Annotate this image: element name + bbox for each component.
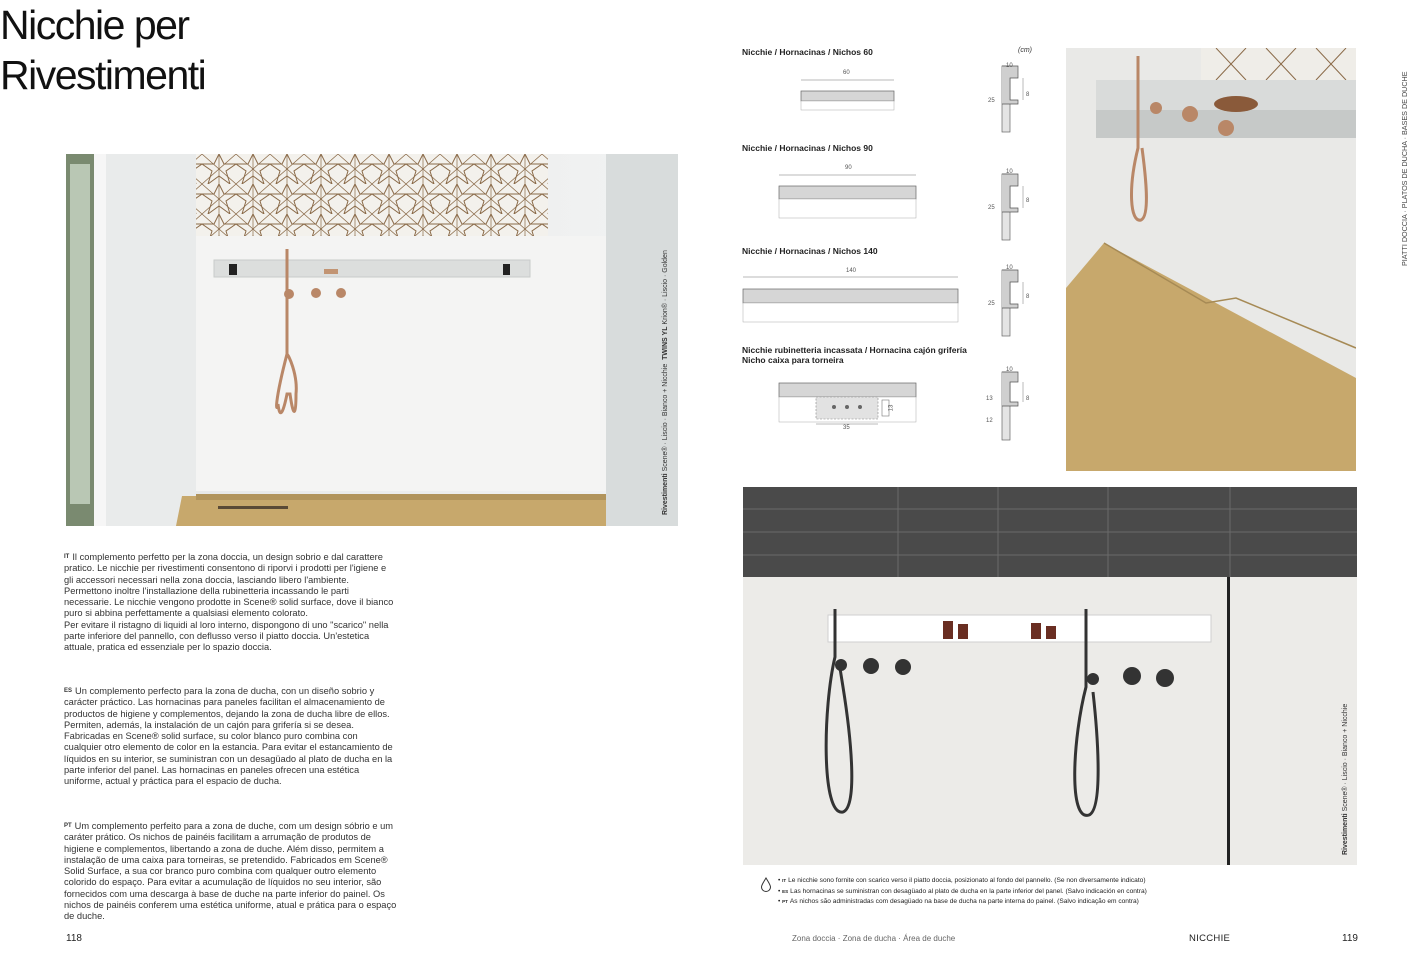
- secrub-top: 10: [1006, 367, 1013, 373]
- section-profile-140: [990, 266, 1030, 341]
- page-number-left: 118: [66, 933, 82, 944]
- sec140-height: 25: [988, 301, 995, 307]
- sec60-height: 25: [988, 98, 995, 104]
- secrub-13: 13: [986, 396, 993, 402]
- secrub-12: 12: [986, 418, 993, 424]
- drawing-title-140-text: Nicchie / Hornacinas / Nichos: [742, 246, 864, 256]
- note-pt: • $^{PT}$ As nichos são administradas com desagüado na base de ducha na parte interna do painel. (Salvo indicação em contra): [778, 898, 1139, 905]
- drawing-title-90: [742, 143, 873, 153]
- title-line-1: Nicchie per: [0, 2, 189, 48]
- drawing-title-60: [742, 47, 873, 57]
- sec90-top: 10: [1006, 169, 1013, 175]
- sec140-top: 10: [1006, 265, 1013, 271]
- footer-zone-label: Zona doccia · Zona de ducha · Área de duche: [792, 934, 956, 943]
- left-photo-caption: [662, 250, 669, 515]
- lang-tag-pt: PT: [64, 823, 72, 829]
- dim-rub-width: 35: [843, 425, 850, 431]
- page-title: [0, 0, 420, 100]
- note-es-lang: ES: [782, 888, 789, 894]
- drawing-title-rub-line1: Nicchie rubinetteria incassata / Hornacina cajón grifería: [742, 345, 967, 355]
- sec90-inner: 8: [1026, 198, 1030, 204]
- footer-section-label: NICCHIE: [1189, 933, 1231, 944]
- drawing-size-60: 60: [863, 47, 873, 57]
- note-es: • $^{ES}$ Las hornacinas se suministran con desagüado al plato de ducha en la parte inferior del panel. (Salvo indicación en contra): [778, 887, 1147, 895]
- sec140-inner: 8: [1026, 294, 1030, 300]
- note-pt-lang: PT: [782, 899, 788, 904]
- bottom-caption-collection: Rivestimenti: [1342, 813, 1349, 855]
- black-faucet-photo: [743, 487, 1357, 865]
- sec90-height: 25: [988, 205, 995, 211]
- drawing-title-90-text: Nicchie / Hornacinas / Nichos: [742, 143, 864, 153]
- front-drawing-140: [742, 275, 960, 325]
- note-es-text: Las hornacinas se suministran con desagüado al plato de ducha en la parte inferior del panel. (Salvo indicación en contra): [790, 887, 1147, 895]
- unit-label: (cm): [1018, 47, 1032, 54]
- sec60-top: 10: [1006, 63, 1013, 69]
- text-pt: [64, 821, 397, 923]
- bottom-caption-material: Scene® · Liscio · Bianco + Nicchie: [1342, 703, 1349, 812]
- text-pt-paragraph: Um complemento perfeito para a zona de duche, com um design sóbrio e um caráter prático. Os nichos de painéis facilitam a arrumação de produtos de higiene e complementos, libertando a zona de duche. Além disso, permitem a instalação de uma caixa para torneiras, se pretendido. Fabricados em Scene® Solid Surface, a sua cor branco puro combina com qualquer outro elemento colorido do espaço. Para evitar a acumulação de líquidos no seu interior, são fornecidos com uma descarga à base de duche na parte inferior do painel. Os nichos de painéis conferem uma estética uniforme, atual e prática para o espaço de duche.: [64, 821, 397, 922]
- dim-140-width: 140: [846, 268, 857, 274]
- caption-collection: Rivestimenti: [662, 473, 669, 515]
- lang-tag-it: IT: [64, 554, 70, 560]
- sec60-inner: 8: [1026, 92, 1030, 98]
- dim-60-width: 60: [843, 70, 850, 76]
- note-it: • $^{IT}$ Le nicchie sono fornite con scarico verso il piatto doccia, posizionato al fondo del pannello. (Se non diversamente indicato): [778, 877, 1146, 884]
- drawing-title-rub-line2: Nicho caixa para torneira: [742, 354, 844, 365]
- drawing-title-140: [742, 246, 878, 256]
- text-it-paragraph-2: Per evitare il ristagno di liquidi al loro interno, dispongono di uno "scarico" nella parte inferiore del pannello, con deflusso verso il piatto doccia. Un'estetica attuale, pratica ed essenziale per lo spazio doccia.: [64, 619, 389, 653]
- text-es: [64, 686, 397, 788]
- dim-90-width: 90: [845, 165, 852, 171]
- shower-niche-photo: [66, 154, 678, 526]
- front-drawing-rubinetteria: [778, 380, 918, 430]
- lang-tag-es: ES: [64, 688, 73, 694]
- note-pt-text: As nichos são administradas com desagüado na base de ducha na parte interna do painel. (Salvo indicação em contra): [789, 898, 1139, 905]
- caption-finish: Krion® · Liscio · Golden: [662, 250, 669, 325]
- side-section-label: PIATTI DOCCIA · PLATOS DE DUCHA · BASES DE DUCHE: [1400, 71, 1409, 266]
- note-it-lang: IT: [782, 878, 787, 883]
- text-it: [64, 552, 397, 654]
- front-drawing-60: [800, 76, 896, 116]
- bottom-photo-caption: [1342, 704, 1349, 855]
- secrub-inner: 8: [1026, 396, 1030, 402]
- copper-faucet-photo: [1066, 48, 1356, 471]
- front-drawing-90: [778, 172, 918, 222]
- section-profile-rubinetteria: [990, 368, 1030, 443]
- text-es-paragraph: Un complemento perfecto para la zona de ducha, con un diseño sobrio y carácter práctico. Las hornacinas para paneles facilitan el almacenamiento de productos de higiene y complementos, dejando la zona de ducha libre de ellos. Permiten, además, la instalación de un cajón para grifería si se desea. Fabricadas en Scene® solid surface, su color blanco puro combina con cualquier otro elemento de color en la estancia. Para evitar el estancamiento de líquidos en su interior, se suministran con un desagüado al plato de ducha en la parte inferior del panel. Las hornacinas en paneles ofrecen una estética uniforme, actual y práctica para el espacio de ducha.: [64, 686, 393, 787]
- drawing-size-140: 140: [863, 246, 878, 256]
- drain-notes: [778, 876, 1147, 908]
- caption-product: TWINS YL: [662, 326, 669, 360]
- page-number-right: 119: [1342, 933, 1358, 944]
- section-profile-90: [990, 170, 1030, 245]
- section-profile-60: [990, 62, 1030, 137]
- drawing-title-60-text: Nicchie / Hornacinas / Nichos: [742, 47, 864, 57]
- title-line-2: Rivestimenti: [0, 52, 206, 98]
- note-it-text: Le nicchie sono fornite con scarico verso il piatto doccia, posizionato al fondo del pannello. (Se non diversamente indicato): [788, 877, 1146, 884]
- drawing-size-90: 90: [863, 143, 873, 153]
- dim-rub-height: 13: [888, 404, 895, 412]
- drawing-title-rubinetteria: [742, 346, 967, 365]
- text-it-paragraph-1: Il complemento perfetto per la zona doccia, un design sobrio e dal carattere pratico. Le nicchie per rivestimenti consentono di riporvi i prodotti per l'igiene e gli accessori necessari nella zona doccia, lasciando libero l'ambiente. Permettono inoltre l'installazione della rubinetteria incassando le parti necessarie. Le nicchie vengono prodotte in Scene® solid surface, dove il bianco puro si abbina perfettamente a qualsiasi elemento colorato.: [64, 552, 394, 619]
- caption-material: Scene® · Liscio · Bianco + Nicchie: [662, 363, 669, 472]
- water-drop-icon: [760, 877, 772, 892]
